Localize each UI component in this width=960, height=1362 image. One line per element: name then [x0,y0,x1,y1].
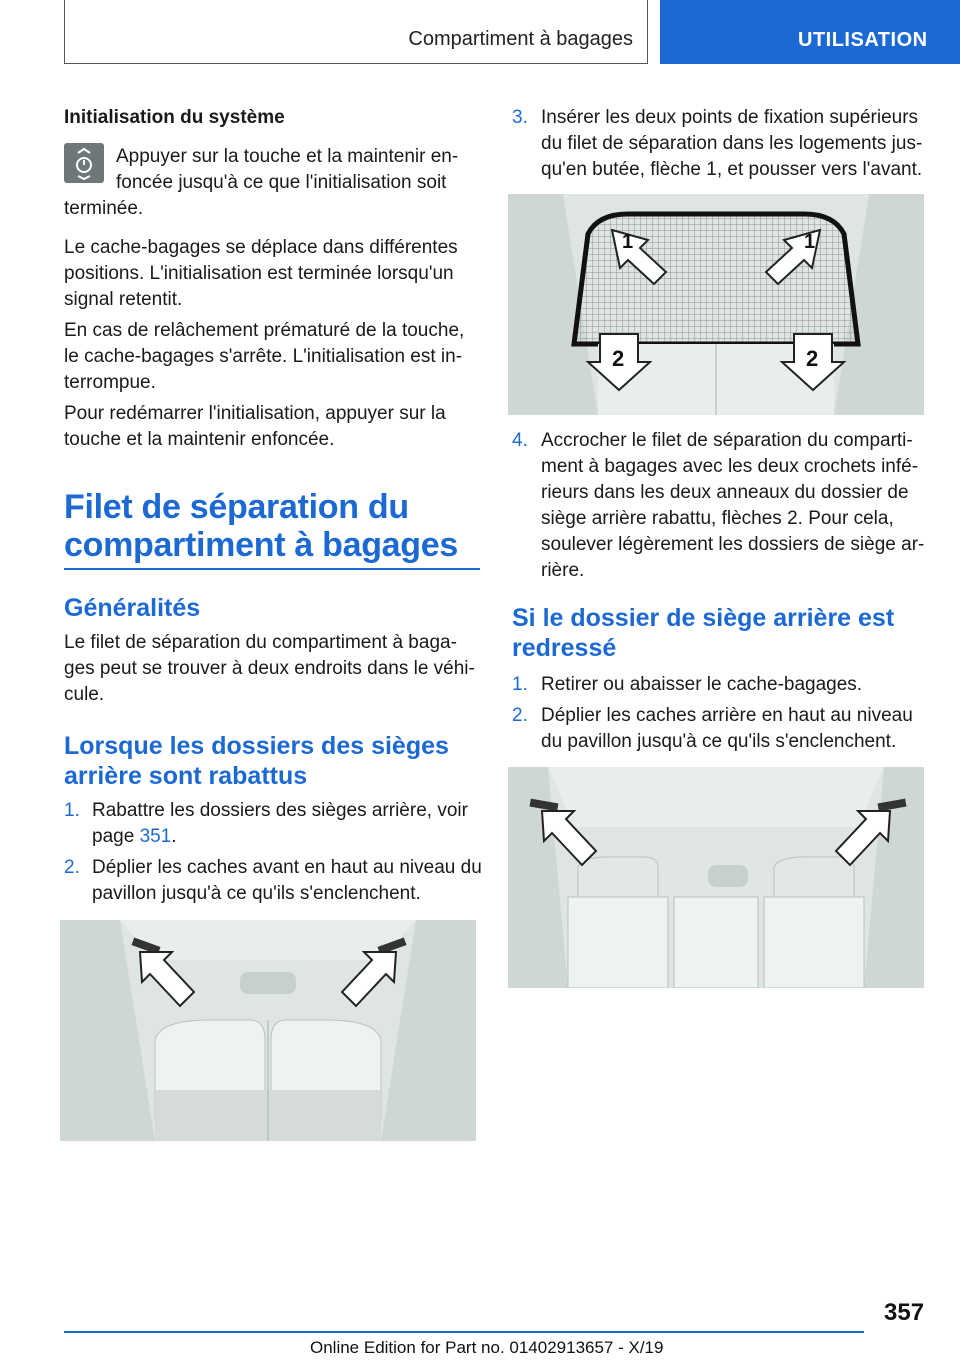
section-heading-rule [64,568,480,570]
step2-line2: pavillon jusqu'à ce qu'ils s'enclenchent. [92,883,421,904]
general-line2: ges peut se trouver à deux endroits dans le véhi‐ [64,658,475,679]
para1-line3: signal retentit. [64,289,183,310]
section-heading-line1: Filet de séparation du [64,488,409,526]
init-heading: Initialisation du système [64,107,285,128]
para2-line3: terrompue. [64,372,156,393]
fig2-arrow1-right-label: 1 [804,231,816,253]
upright-heading-line1: Si le dossier de siège arrière est [512,604,895,632]
fig2-arrow1-left-label: 1 [622,231,634,253]
folded-heading [64,731,449,791]
folded-heading-line1: Lorsque les dossiers des sièges [64,732,449,760]
para3-line1: Pour redémarrer l'initialisation, appuyer sur la [64,403,446,424]
general-heading: Généralités [64,594,201,622]
para3-line2: touche et la maintenir enfoncée. [64,429,335,450]
step3-line3: qu'en butée, flèche 1, et pousser vers l'avant. [541,159,923,180]
init-line2: foncée jusqu'à ce que l'initialisation soit [116,172,447,193]
folded-heading-line2: arrière sont rabattus [64,762,308,790]
step4-line3: rieurs dans les deux anneaux du dossier de [541,482,909,503]
button-icon [64,143,104,183]
step4-line1: Accrocher le filet de séparation du comparti‐ [541,430,913,451]
figure-net-installed [508,194,924,415]
step1-page-word: page [92,826,135,847]
step3-line1: Insérer les deux points de fixation supérieurs [541,107,919,128]
step1-number: 1. [64,800,80,821]
general-line3: cule. [64,684,105,705]
figure-rear-covers [508,767,924,988]
step2-line1: Déplier les caches avant en haut au niveau du [92,857,482,878]
section-heading [64,488,458,564]
step4-line2: ment à bagages avec les deux crochets infé‐ [541,456,919,477]
step4-line5: soulever légèrement les dossiers de siège ar‐ [541,534,925,555]
upright-step1-number: 1. [512,674,528,695]
upright-heading [512,603,894,663]
upright-heading-line2: redressé [512,634,617,662]
para1-line1: Le cache-bagages se déplace dans différentes [64,237,458,258]
init-line1: Appuyer sur la touche et la maintenir en‐ [116,146,459,167]
step1-line1: Rabattre les dossiers des sièges arrière, voir [92,800,468,821]
para2-line2: le cache-bagages s'arrête. L'initialisation est in‐ [64,346,463,367]
section-title: Compartiment à bagages [408,28,633,50]
footer-rule [64,1331,864,1333]
chapter-label: UTILISATION [798,29,928,51]
section-heading-line2: compartiment à bagages [64,526,458,564]
step4-number: 4. [512,430,528,451]
step1-line2 [92,824,177,850]
step4-line6: rière. [541,560,585,581]
init-line3: terminée. [64,198,144,219]
para2-line1: En cas de relâchement prématuré de la touche, [64,320,465,341]
fig2-arrow2-right-label: 2 [806,346,819,371]
general-line1: Le filet de séparation du compartiment à baga‐ [64,632,457,653]
page-link-351[interactable]: 351 [139,826,172,847]
header-section-box [64,0,648,64]
step3-number: 3. [512,107,528,128]
para1-line2: positions. L'initialisation est terminée lorsqu'un [64,263,454,284]
page-number: 357 [884,1299,925,1326]
footer-edition: Online Edition for Part no. 01402913657 - X/19 [310,1338,664,1357]
fig2-arrow2-left-label: 2 [612,346,625,371]
step1-period: . [171,826,177,847]
upright-step1-text: Retirer ou abaisser le cache-bagages. [541,674,863,695]
step4-line4: siège arrière rabattu, flèches 2. Pour cela, [541,508,894,529]
upright-step2-number: 2. [512,705,528,726]
step2-number: 2. [64,857,80,878]
figure-front-covers [60,920,476,1141]
chapter-tab[interactable] [660,0,960,64]
upright-step2-line1: Déplier les caches arrière en haut au niveau [541,705,913,726]
upright-step2-line2: du pavillon jusqu'à ce qu'ils s'enclenchent. [541,731,897,752]
step3-line2: du filet de séparation dans les logements jus‐ [541,133,923,154]
